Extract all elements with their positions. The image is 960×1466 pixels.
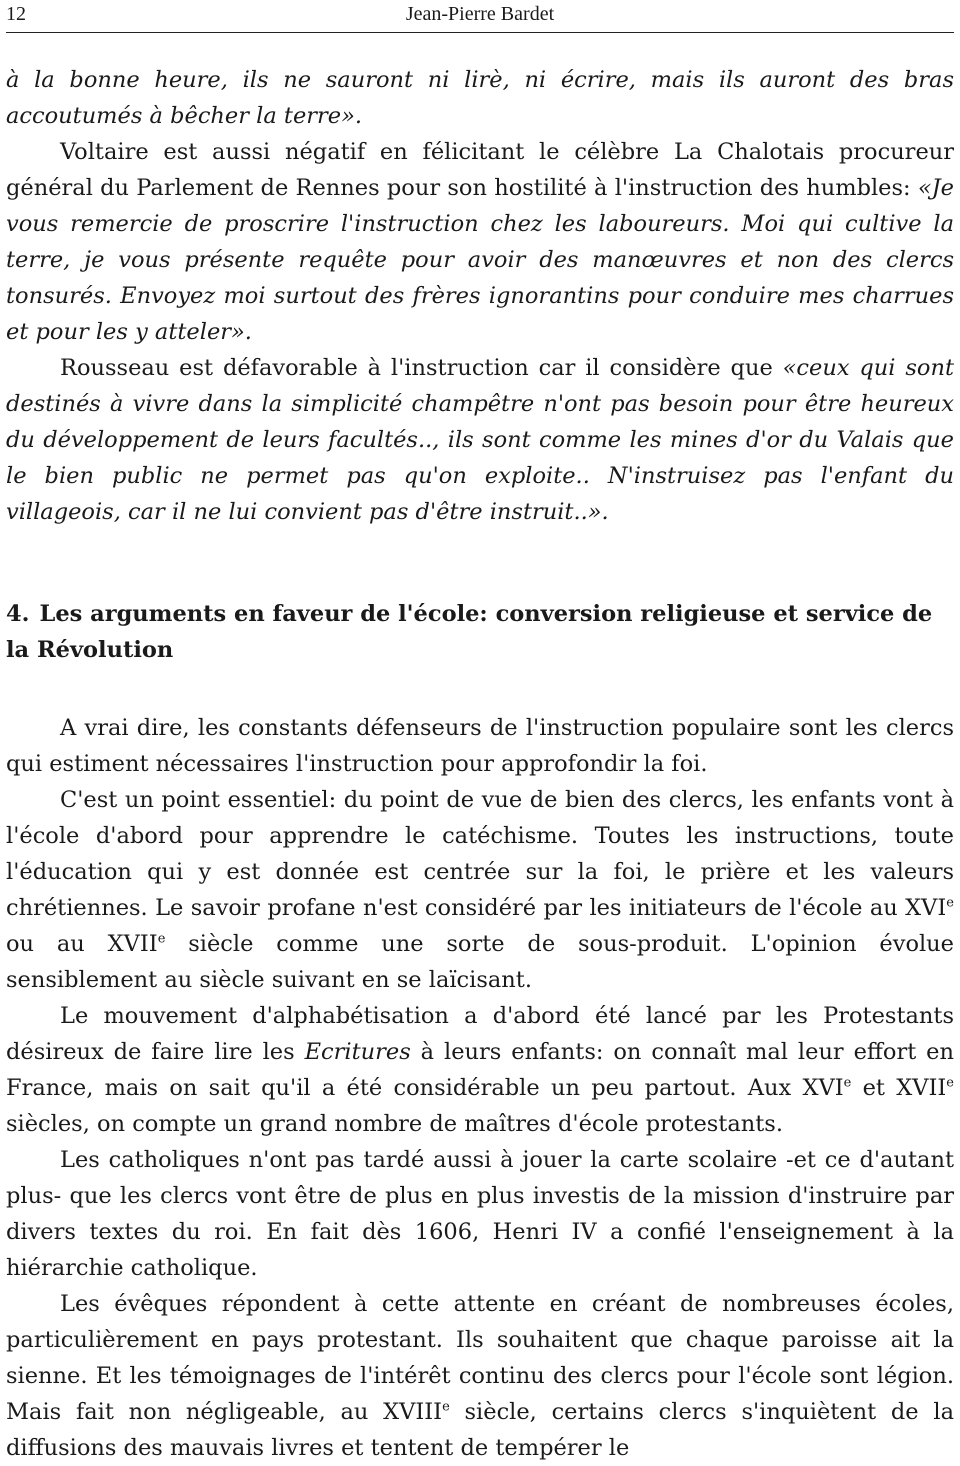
page-number: 12 — [6, 3, 26, 25]
text-run: et XVII — [851, 1075, 947, 1101]
text-run: Les catholiques n'ont pas tardé aussi à jouer la carte scolaire -et ce d'autant plus- que les clercs vont être de plus en plus investis de la mission d'instruire par divers textes du roi. En fait dès 1606, Henri IV a confié l'enseignement à la hiérarchie catholique. — [6, 1147, 954, 1281]
paragraph-rousseau — [6, 350, 954, 530]
superscript: e — [946, 895, 954, 911]
paragraph — [6, 1286, 954, 1466]
italic-term: Ecritures — [304, 1039, 411, 1065]
text-run: siècle, certains clercs s'inquiètent de la diffusions des mauvais livres et tentent de tempérer le — [6, 1399, 954, 1461]
text-run: siècles, on compte un grand nombre de maîtres d'école protestants. — [6, 1111, 783, 1137]
text-run: Les évêques répondent à cette attente en créant de nombreuses écoles, particulièrement en pays protestant. Ils souhaitent que chaque paroisse ait la sienne. Et les témoignages de l'intérêt continu des clercs pour l'école sont légion. Mais fait non négligeable, au XVIII — [6, 1291, 954, 1425]
paragraph-voltaire — [6, 134, 954, 350]
superscript: e — [157, 931, 166, 947]
section-number: 4. — [6, 601, 30, 627]
text-run: A vrai dire, les constants défenseurs de l'instruction populaire sont les clercs qui estiment nécessaires l'instruction pour approfondir la foi. — [6, 715, 954, 777]
text-run: à leurs enfants: on connaît mal leur effort en France, mais on sait qu'il a été considérable un peu partout. Aux XVI — [6, 1039, 954, 1101]
section-heading — [6, 596, 954, 668]
italic-quote: «Je vous remercie de proscrire l'instruction chez les laboureurs. Moi qui cultive la terre, je vous présente requête pour avoir des manœuvres et non des clercs tonsurés. Envoyez moi surtout des frères ignorantins pour conduire mes charrues et pour les y atteler». — [6, 175, 954, 345]
section-title: Les arguments en faveur de l'école: conversion religieuse et service de la Révolution — [6, 601, 933, 663]
superscript: e — [843, 1075, 852, 1091]
italic-quote: à la bonne heure, ils ne sauront ni lirè, ni écrire, mais ils auront des bras accoutumés à bêcher la terre». — [6, 67, 954, 129]
text-run: Voltaire est aussi négatif en félicitant le célèbre La Chalotais procureur général du Parlement de Rennes pour son hostilité à l'instruction des humbles: — [6, 139, 954, 201]
paragraph — [6, 782, 954, 998]
text-run: C'est un point essentiel: du point de vue de bien des clercs, les enfants vont à l'école d'abord pour apprendre le catéchisme. Toutes les instructions, toute l'éducation qui y est donnée est centrée sur la foi, le prière et les valeurs chrétiennes. Le savoir profane n'est considéré par les initiateurs de l'école au XVI — [6, 787, 954, 921]
paragraph — [6, 998, 954, 1142]
superscript: e — [946, 1075, 954, 1091]
page-header — [6, 0, 954, 33]
text-run: siècle comme une sorte de sous-produit. L'opinion évolue sensiblement au siècle suivant en se laïcisant. — [6, 931, 954, 993]
text-run: Le mouvement d'alphabétisation a d'abord été lancé par les Protestants désireux de faire lire les — [6, 1003, 954, 1065]
italic-quote: «ceux qui sont destinés à vivre dans la simplicité champêtre n'ont pas besoin pour être heureux du développement de leurs facultés.., ils sont comme les mines d'or du Valais que le bien public ne permet pas qu'on exploite.. N'instruisez pas l'enfant du villageois, car il ne lui convient pas d'être instruit..». — [6, 355, 954, 525]
text-run: Rousseau est défavorable à l'instruction car il considère que — [60, 355, 783, 381]
text-run: ou au XVII — [6, 931, 158, 957]
body-text — [6, 62, 954, 1466]
paragraph — [6, 1142, 954, 1286]
paragraph-quote-continuation — [6, 62, 954, 134]
superscript: e — [442, 1399, 450, 1415]
paragraph — [6, 710, 954, 782]
running-title: Jean-Pierre Bardet — [405, 3, 555, 25]
